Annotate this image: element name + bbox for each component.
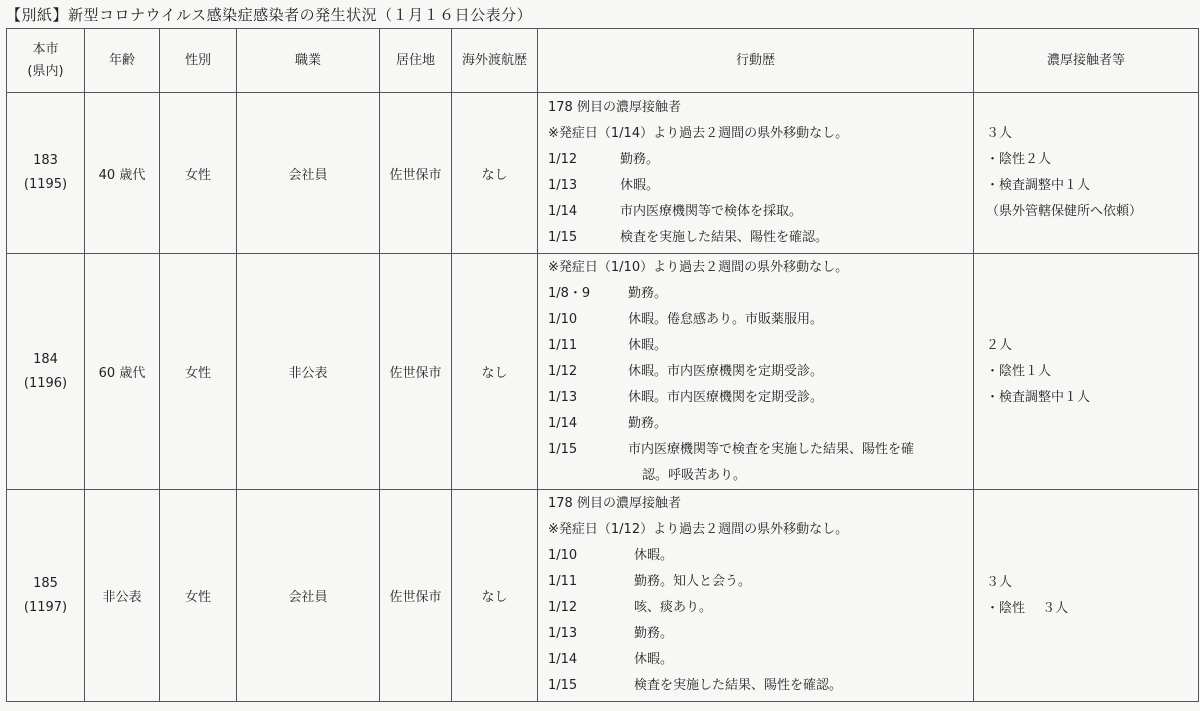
header-row (7, 29, 1199, 93)
history-text: ※発症日（1/10）より過去２週間の県外移動なし。 (548, 260, 849, 275)
case-city-number: 184 (33, 351, 58, 367)
table-row (7, 490, 1199, 702)
history-date: 1/10 (548, 548, 578, 563)
history-text: 勤務。知人と会う。 (634, 574, 752, 589)
contacts-line: （県外管轄保健所へ依頼） (986, 204, 1143, 219)
residence-cell: 佐世保市 (380, 490, 452, 702)
history-text: 認。呼吸苦あり。 (642, 468, 747, 483)
contacts-line: ３人 (986, 574, 1013, 590)
history-line (548, 173, 973, 199)
history-line (548, 517, 973, 543)
contacts-line: ・検査調整中１人 (986, 389, 1091, 405)
history-line (548, 385, 973, 411)
history-text: 検査を実施した結果、陽性を確認。 (620, 230, 829, 245)
history-line (548, 463, 973, 489)
history-text: 勤務。 (620, 152, 660, 167)
header-history: 行動歴 (538, 29, 974, 93)
history-date: 1/12 (548, 152, 578, 167)
history-date: 1/15 (548, 678, 578, 693)
sex-cell: 女性 (160, 490, 237, 702)
age-cell: 60 歳代 (85, 254, 160, 490)
contacts-line: ・陰性２人 (986, 152, 1052, 167)
history-line (548, 147, 973, 173)
history-text: 検査を実施した結果、陽性を確認。 (634, 678, 843, 693)
history-text: 勤務。 (628, 416, 668, 431)
occupation-cell: 会社員 (237, 93, 380, 254)
case-number-cell (7, 254, 85, 490)
travel-cell: なし (452, 254, 538, 490)
header-case-pref: (県内) (27, 63, 64, 79)
history-date: 1/14 (548, 416, 578, 431)
case-number-cell (7, 93, 85, 254)
contacts-cell (974, 490, 1199, 702)
header-occupation: 職業 (237, 29, 380, 93)
history-text: 休暇。 (620, 178, 660, 193)
history-date: 1/8・9 (548, 286, 591, 301)
table-row (7, 93, 1199, 254)
history-date: 1/12 (548, 364, 578, 379)
history-date: 1/10 (548, 312, 578, 327)
history-date: 1/13 (548, 626, 578, 641)
document-title: 【別紙】新型コロナウイルス感染症感染者の発生状況（１月１６日公表分） (6, 6, 533, 24)
history-line (548, 437, 973, 463)
history-text: 休暇。 (634, 548, 674, 563)
case-pref-number: (1195) (23, 177, 68, 192)
history-cell (538, 93, 974, 254)
history-date: 1/13 (548, 390, 578, 405)
history-text: 休暇。 (628, 338, 668, 353)
history-line (548, 569, 973, 595)
sex-cell: 女性 (160, 254, 237, 490)
history-date: 1/11 (548, 338, 578, 353)
history-date: 1/14 (548, 204, 578, 219)
contacts-cell (974, 254, 1199, 490)
table-row (7, 254, 1199, 490)
history-text: ※発症日（1/12）より過去２週間の県外移動なし。 (548, 522, 849, 537)
history-line (548, 199, 973, 225)
contacts-cell (974, 93, 1199, 254)
history-line (548, 673, 973, 699)
history-line (548, 225, 973, 251)
history-text: 休暇。倦怠感あり。市販薬服用。 (628, 312, 824, 327)
occupation-cell: 会社員 (237, 490, 380, 702)
case-city-number: 183 (33, 153, 58, 168)
contacts-line: ・陰性 ３人 (986, 600, 1069, 616)
case-pref-number: (1196) (23, 375, 68, 391)
history-date: 1/11 (548, 574, 578, 589)
cases-table (6, 28, 1199, 702)
case-pref-number: (1197) (23, 599, 68, 615)
header-case-city: 本市 (32, 41, 59, 57)
age-cell: 非公表 (85, 490, 160, 702)
history-text: ※発症日（1/14）より過去２週間の県外移動なし。 (548, 126, 849, 141)
contacts-line: ・検査調整中１人 (986, 178, 1091, 193)
history-date: 1/15 (548, 230, 578, 245)
header-residence: 居住地 (380, 29, 452, 93)
contacts-line: ３人 (986, 126, 1013, 141)
history-text: 市内医療機関等で検体を採取。 (620, 204, 803, 219)
age-cell: 40 歳代 (85, 93, 160, 254)
travel-cell: なし (452, 490, 538, 702)
history-line (548, 647, 973, 673)
history-line (548, 307, 973, 333)
history-text: 勤務。 (628, 286, 668, 301)
history-line (548, 333, 973, 359)
history-text: 市内医療機関等で検査を実施した結果、陽性を確 (628, 442, 915, 457)
history-line (548, 255, 973, 281)
history-text: 咳、痰あり。 (634, 600, 713, 615)
header-case-number (7, 29, 85, 93)
header-contacts: 濃厚接触者等 (974, 29, 1199, 93)
history-line (548, 95, 973, 121)
history-line (548, 411, 973, 437)
history-line (548, 543, 973, 569)
header-travel: 海外渡航歴 (452, 29, 538, 93)
history-line (548, 281, 973, 307)
history-text: 休暇。 (634, 652, 674, 667)
history-text: 休暇。市内医療機関を定期受診。 (628, 390, 824, 405)
history-date: 1/13 (548, 178, 578, 193)
case-city-number: 185 (33, 575, 58, 591)
residence-cell: 佐世保市 (380, 254, 452, 490)
occupation-cell: 非公表 (237, 254, 380, 490)
case-number-cell (7, 490, 85, 702)
history-line (548, 621, 973, 647)
history-line (548, 491, 973, 517)
history-cell (538, 490, 974, 702)
header-age: 年齢 (85, 29, 160, 93)
history-date: 1/12 (548, 600, 578, 615)
history-text: 178 例目の濃厚接触者 (548, 100, 681, 115)
history-line (548, 121, 973, 147)
header-sex: 性別 (160, 29, 237, 93)
history-date: 1/14 (548, 652, 578, 667)
sex-cell: 女性 (160, 93, 237, 254)
history-text: 178 例目の濃厚接触者 (548, 496, 681, 511)
history-date: 1/15 (548, 442, 578, 457)
contacts-line: ２人 (986, 337, 1013, 353)
history-cell (538, 254, 974, 490)
history-text: 休暇。市内医療機関を定期受診。 (628, 364, 824, 379)
history-line (548, 595, 973, 621)
travel-cell: なし (452, 93, 538, 254)
contacts-line: ・陰性１人 (986, 363, 1052, 379)
residence-cell: 佐世保市 (380, 93, 452, 254)
history-line (548, 359, 973, 385)
history-text: 勤務。 (634, 626, 674, 641)
